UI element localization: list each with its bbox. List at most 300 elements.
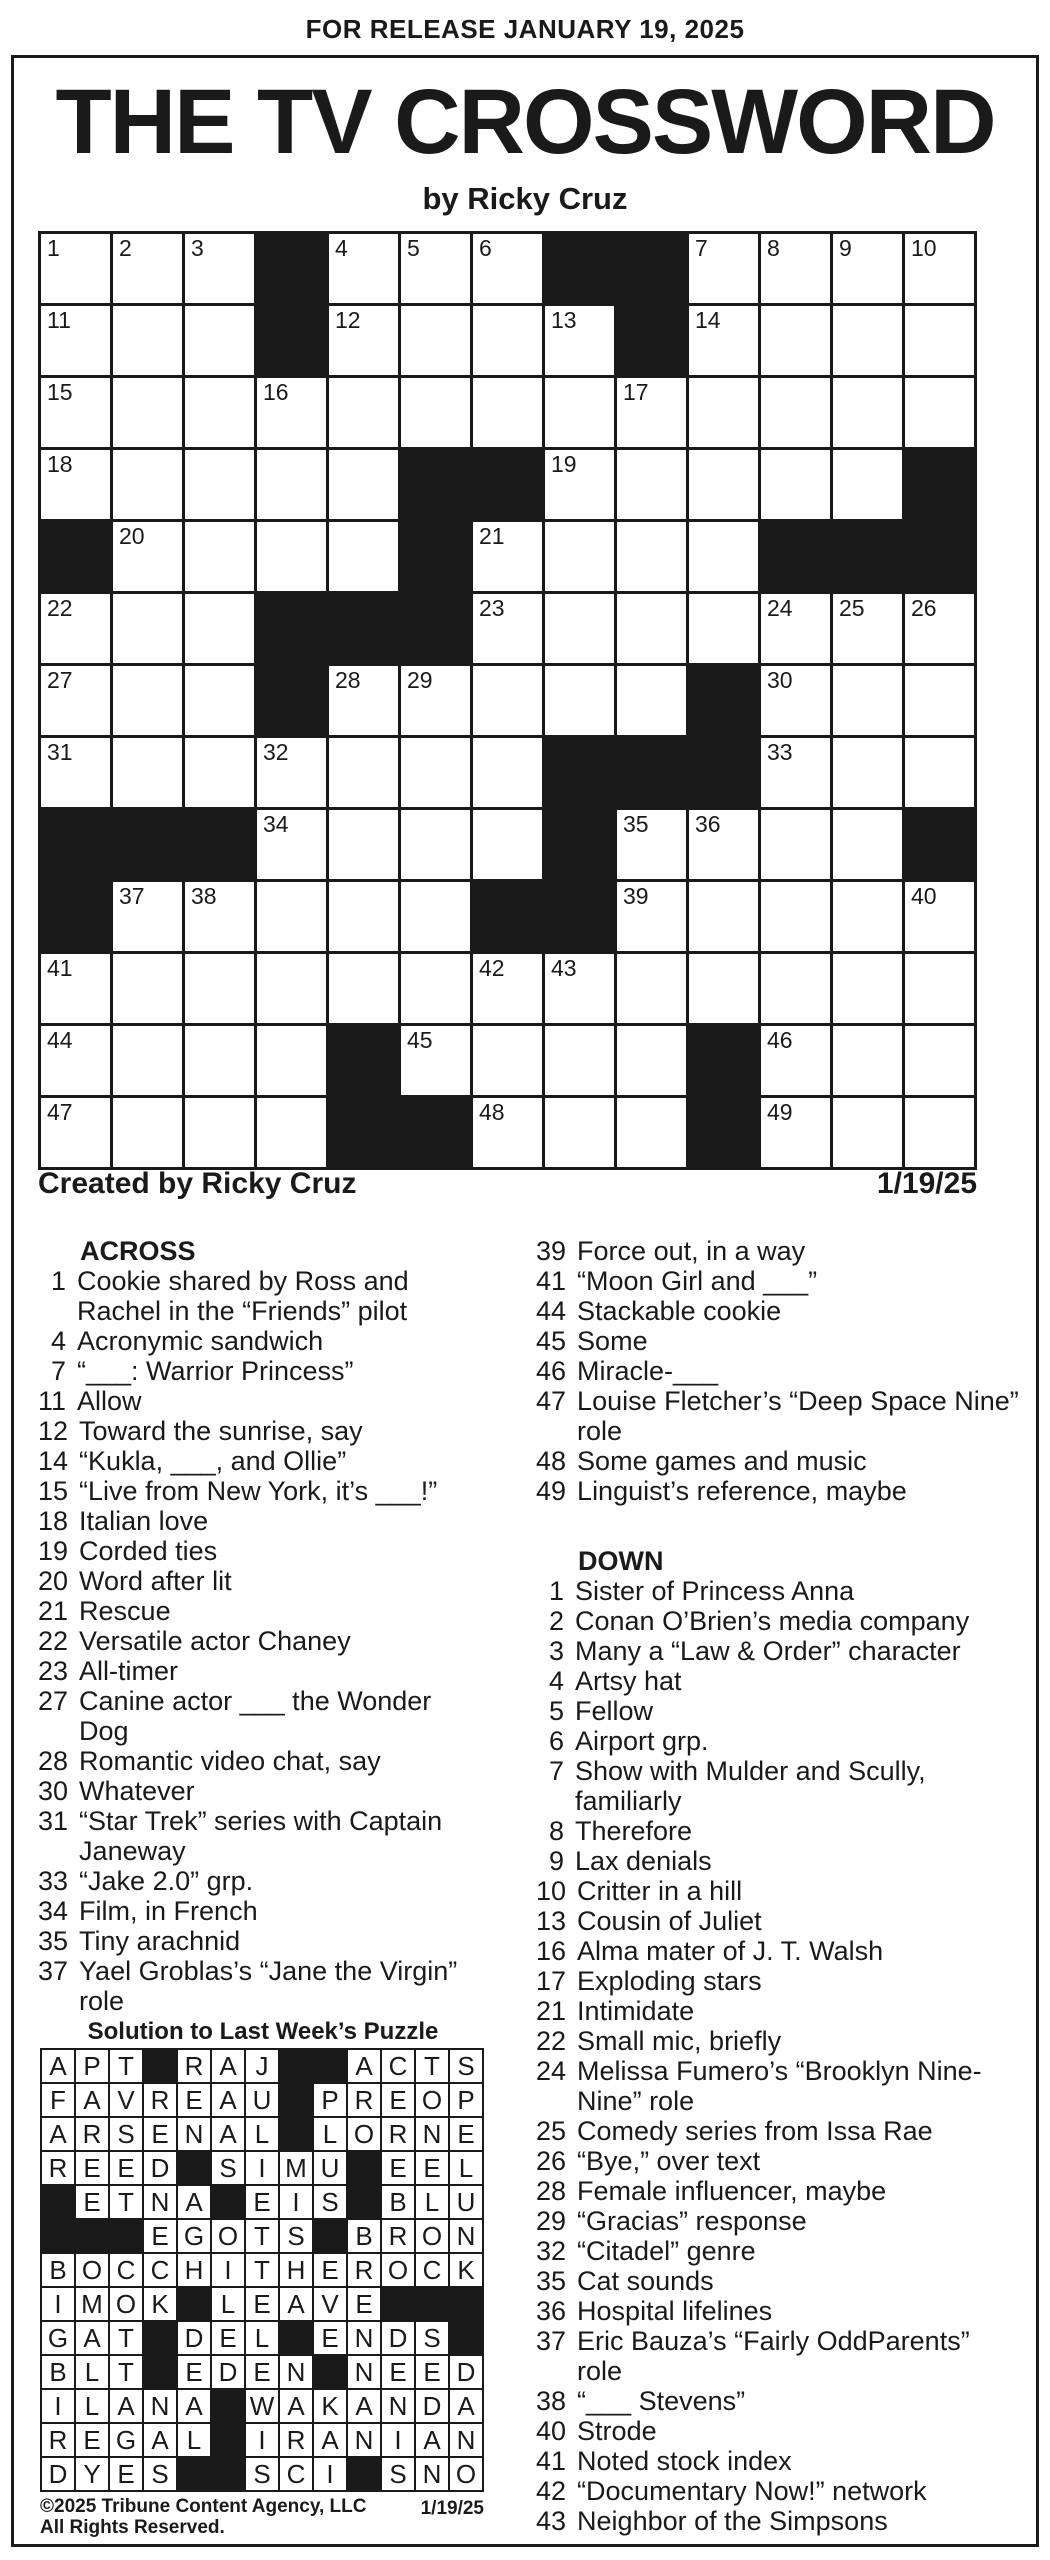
clue-text: “Jake 2.0” grp. [79,1866,254,1896]
clue-item [536,1476,1022,1506]
clue-text: Canine actor ___ the Wonder Dog [79,1686,432,1746]
solution-cell: A [348,2050,380,2082]
cell-number: 25 [839,595,865,621]
grid-cell[interactable] [41,594,110,663]
clue-item [536,2386,1022,2416]
solution-cell-black [314,2050,346,2082]
grid-cell[interactable] [185,1098,254,1167]
grid-cell[interactable] [41,738,110,807]
grid-cell-black [401,1098,470,1167]
solution-cell: E [382,2152,414,2184]
grid-cell-black [113,810,182,879]
grid-cell[interactable] [473,234,542,303]
clue-item [536,1906,1022,1936]
grid-cell[interactable] [689,594,758,663]
grid-cell[interactable] [833,1026,902,1095]
grid-cell[interactable] [905,378,974,447]
grid-cell[interactable] [689,306,758,375]
grid-cell-black [257,306,326,375]
clue-text: “Citadel” genre [577,2236,756,2266]
grid-cell[interactable] [113,1098,182,1167]
grid-cell[interactable] [905,1098,974,1167]
grid-cell-black [329,1098,398,1167]
grid-cell[interactable] [113,306,182,375]
grid-cell[interactable] [113,234,182,303]
grid-cell[interactable] [185,666,254,735]
clue-number: 10 [536,1876,567,1906]
grid-cell[interactable] [905,666,974,735]
clue-text: Some [577,1326,648,1356]
grid-cell[interactable] [257,1026,326,1095]
solution-cell: S [450,2050,482,2082]
grid-cell[interactable] [113,450,182,519]
grid-cell[interactable] [617,522,686,591]
solution-cell: J [246,2050,278,2082]
cell-number: 12 [335,307,361,333]
solution-cell: C [416,2254,448,2286]
solution-cell: T [110,2050,142,2082]
clue-number: 46 [536,1356,567,1386]
clue-item [536,2296,1022,2326]
grid-cell[interactable] [329,378,398,447]
grid-cell[interactable] [833,594,902,663]
clue-number: 3 [548,1636,564,1666]
grid-cell[interactable] [689,234,758,303]
grid-cell[interactable] [473,666,542,735]
grid-cell[interactable] [329,810,398,879]
clue-number: 37 [536,2326,567,2356]
solution-cell-black [212,2458,244,2490]
solution-cell-black [76,2220,108,2252]
clue-text: Noted stock index [577,2446,792,2476]
grid-cell-black [401,522,470,591]
grid-cell[interactable] [113,738,182,807]
grid-cell[interactable] [761,738,830,807]
solution-cell: S [212,2152,244,2184]
clue-text: Allow [77,1386,142,1416]
clue-item [536,1386,1022,1446]
clue-item [536,1326,1022,1356]
clue-text: Conan O’Brien’s media company [575,1606,970,1636]
grid-cell[interactable] [833,954,902,1023]
clue-text: Film, in French [79,1896,258,1926]
grid-cell-black [689,738,758,807]
grid-cell[interactable] [473,810,542,879]
clue-number: 42 [536,2476,567,2506]
grid-cell[interactable] [833,306,902,375]
grid-cell[interactable] [761,882,830,951]
grid-cell[interactable] [257,450,326,519]
grid-cell[interactable] [257,738,326,807]
cell-number: 21 [479,523,505,549]
grid-cell[interactable] [41,1098,110,1167]
clue-number: 8 [548,1816,564,1846]
clue-item [38,1866,483,1896]
clue-number: 26 [536,2146,567,2176]
clue-text: Versatile actor Chaney [79,1626,351,1656]
grid-cell[interactable] [41,1026,110,1095]
grid-cell[interactable] [401,810,470,879]
grid-cell[interactable] [329,738,398,807]
grid-cell[interactable] [185,1026,254,1095]
right-clues-column [536,1236,1022,2536]
solution-cell: R [42,2152,74,2184]
cell-number: 20 [119,523,145,549]
grid-cell[interactable] [473,522,542,591]
solution-cell: I [246,2424,278,2456]
solution-cell: R [178,2050,210,2082]
grid-cell[interactable] [257,954,326,1023]
grid-cell[interactable] [329,450,398,519]
grid-cell[interactable] [689,522,758,591]
cell-number: 33 [767,739,793,765]
grid-cell-black [473,882,542,951]
clue-number: 20 [38,1566,69,1596]
solution-cell: E [246,2186,278,2218]
solution-cell: S [382,2458,414,2490]
grid-cell[interactable] [113,522,182,591]
solution-cell: N [178,2118,210,2150]
cell-number: 35 [623,811,649,837]
grid-cell[interactable] [689,450,758,519]
solution-cell: T [416,2050,448,2082]
across-clue-list-continued [536,1236,1022,1506]
cell-number: 46 [767,1027,793,1053]
grid-cell[interactable] [545,1098,614,1167]
solution-cell: E [246,2288,278,2320]
grid-cell[interactable] [617,1098,686,1167]
clue-number: 7 [50,1356,66,1386]
solution-cell: I [246,2152,278,2184]
grid-cell-black [545,882,614,951]
clue-item [38,1776,483,1806]
grid-cell[interactable] [833,882,902,951]
clue-item [536,2416,1022,2446]
grid-cell[interactable] [185,234,254,303]
clue-item [38,1416,483,1446]
grid-cell[interactable] [401,306,470,375]
grid-cell[interactable] [545,522,614,591]
solution-cell: Y [76,2458,108,2490]
clue-item [536,2446,1022,2476]
grid-cell[interactable] [401,234,470,303]
grid-cell[interactable] [905,882,974,951]
grid-cell[interactable] [41,954,110,1023]
grid-cell[interactable] [761,666,830,735]
grid-cell[interactable] [257,810,326,879]
grid-cell[interactable] [617,882,686,951]
clue-text: Strode [577,2416,657,2446]
clue-text: Therefore [575,1816,693,1846]
solution-cell-black [212,2390,244,2422]
clue-item [536,1876,1022,1906]
solution-cell-black [178,2152,210,2184]
grid-caption [38,1167,977,1200]
clue-item [536,1696,1022,1726]
grid-cell[interactable] [689,882,758,951]
grid-cell[interactable] [329,954,398,1023]
grid-cell[interactable] [41,666,110,735]
grid-cell[interactable] [185,738,254,807]
clue-number: 38 [536,2386,567,2416]
cell-number: 3 [191,235,204,261]
solution-cell-black [280,2050,312,2082]
grid-cell-black [689,666,758,735]
clue-text: All-timer [79,1656,179,1686]
grid-cell[interactable] [329,666,398,735]
clue-item [536,2206,1022,2236]
grid-cell[interactable] [617,666,686,735]
clue-text: Italian love [79,1506,209,1536]
grid-cell[interactable] [473,378,542,447]
grid-cell[interactable] [833,1098,902,1167]
grid-cell[interactable] [761,378,830,447]
clue-number: 28 [38,1746,69,1776]
grid-cell[interactable] [185,954,254,1023]
grid-cell[interactable] [689,954,758,1023]
grid-cell[interactable] [761,954,830,1023]
grid-cell[interactable] [617,1026,686,1095]
created-by-text: Created by Ricky Cruz [38,1167,357,1200]
solution-cell: O [110,2288,142,2320]
solution-cell: K [314,2390,346,2422]
grid-cell[interactable] [257,522,326,591]
grid-cell[interactable] [329,234,398,303]
grid-cell[interactable] [41,234,110,303]
grid-cell[interactable] [473,954,542,1023]
solution-cell: L [178,2424,210,2456]
cell-number: 45 [407,1027,433,1053]
solution-cell-black [144,2322,176,2354]
grid-cell[interactable] [617,954,686,1023]
solution-cell: A [42,2118,74,2150]
grid-cell[interactable] [905,594,974,663]
grid-cell[interactable] [113,1026,182,1095]
solution-cell-black [314,2356,346,2388]
clue-item [536,2116,1022,2146]
solution-cell: A [280,2288,312,2320]
solution-cell-black [178,2288,210,2320]
grid-cell[interactable] [113,378,182,447]
grid-cell[interactable] [113,954,182,1023]
grid-cell[interactable] [401,738,470,807]
solution-cell: W [246,2390,278,2422]
grid-cell[interactable] [185,450,254,519]
grid-cell[interactable] [545,306,614,375]
grid-cell[interactable] [329,882,398,951]
clue-number: 47 [536,1386,567,1416]
solution-cell: R [348,2084,380,2116]
clue-item [38,1386,483,1416]
cell-number: 5 [407,235,420,261]
grid-cell[interactable] [185,522,254,591]
grid-cell[interactable] [257,1098,326,1167]
grid-cell[interactable] [617,450,686,519]
solution-cell: N [416,2458,448,2490]
solution-cell: N [382,2390,414,2422]
cell-number: 40 [911,883,937,909]
grid-cell[interactable] [545,666,614,735]
solution-cell: T [110,2322,142,2354]
clue-number: 18 [38,1506,69,1536]
grid-cell-black [617,738,686,807]
grid-cell[interactable] [113,666,182,735]
grid-cell[interactable] [329,306,398,375]
cell-number: 48 [479,1099,505,1125]
solution-cell: E [76,2424,108,2456]
grid-cell[interactable] [833,378,902,447]
grid-cell[interactable] [473,594,542,663]
cell-number: 41 [47,955,73,981]
clue-number: 5 [548,1696,564,1726]
clue-item [536,1966,1022,1996]
cell-number: 6 [479,235,492,261]
clue-text: Female influencer, maybe [577,2176,887,2206]
grid-cell[interactable] [833,666,902,735]
grid-cell[interactable] [761,594,830,663]
grid-cell[interactable] [905,738,974,807]
clue-item [536,1666,1022,1696]
solution-cell: A [42,2050,74,2082]
solution-cell: A [348,2390,380,2422]
grid-cell[interactable] [401,882,470,951]
cell-number: 1 [47,235,60,261]
grid-cell[interactable] [833,234,902,303]
cell-number: 36 [695,811,721,837]
grid-cell-black [329,594,398,663]
solution-cell: D [450,2356,482,2388]
grid-cell[interactable] [473,1026,542,1095]
grid-cell[interactable] [113,594,182,663]
grid-cell[interactable] [617,594,686,663]
grid-cell[interactable] [545,378,614,447]
grid-cell[interactable] [905,954,974,1023]
solution-cell-black [280,2322,312,2354]
solution-cell: N [450,2424,482,2456]
grid-cell[interactable] [833,810,902,879]
clue-number: 13 [536,1906,567,1936]
grid-cell[interactable] [41,450,110,519]
cell-number: 26 [911,595,937,621]
grid-cell[interactable] [401,378,470,447]
grid-cell[interactable] [761,810,830,879]
solution-cell-black [178,2458,210,2490]
solution-cell: O [76,2254,108,2286]
grid-cell[interactable] [689,378,758,447]
clue-item [38,1926,483,1956]
clue-number: 24 [536,2056,567,2086]
grid-cell[interactable] [905,234,974,303]
grid-cell[interactable] [761,450,830,519]
clue-item [38,1896,483,1926]
solution-cell: N [280,2356,312,2388]
clue-item [38,1686,483,1746]
grid-cell[interactable] [905,1026,974,1095]
solution-cell-black [348,2152,380,2184]
clue-number: 35 [536,2266,567,2296]
grid-cell[interactable] [473,306,542,375]
grid-cell[interactable] [833,738,902,807]
grid-cell[interactable] [761,306,830,375]
cell-number: 27 [47,667,73,693]
clue-item [536,1936,1022,1966]
grid-cell[interactable] [401,954,470,1023]
clue-number: 17 [536,1966,567,1996]
solution-cell-black [280,2118,312,2150]
grid-cell[interactable] [545,450,614,519]
grid-cell[interactable] [329,522,398,591]
solution-cell: D [178,2322,210,2354]
grid-cell-black [401,450,470,519]
grid-cell[interactable] [257,882,326,951]
grid-cell[interactable] [473,738,542,807]
solution-cell: E [382,2356,414,2388]
grid-cell[interactable] [545,954,614,1023]
clue-text: Word after lit [79,1566,232,1596]
grid-cell[interactable] [617,378,686,447]
clue-number: 41 [536,1266,567,1296]
grid-cell[interactable] [113,882,182,951]
grid-cell[interactable] [905,306,974,375]
grid-cell-black [257,594,326,663]
solution-cell: O [416,2084,448,2116]
grid-cell[interactable] [545,1026,614,1095]
grid-cell[interactable] [185,306,254,375]
grid-cell[interactable] [185,594,254,663]
clue-text: Stackable cookie [577,1296,782,1326]
grid-cell[interactable] [761,1026,830,1095]
grid-cell[interactable] [41,378,110,447]
grid-cell[interactable] [185,378,254,447]
solution-cell: T [110,2356,142,2388]
solution-cell: A [76,2322,108,2354]
cell-number: 14 [695,307,721,333]
clue-number: 32 [536,2236,567,2266]
grid-cell[interactable] [761,234,830,303]
grid-cell[interactable] [545,594,614,663]
grid-cell[interactable] [473,1098,542,1167]
clue-item [38,1656,483,1686]
byline: by Ricky Cruz [422,181,628,216]
grid-cell[interactable] [185,882,254,951]
solution-cell: F [42,2084,74,2116]
grid-cell[interactable] [617,810,686,879]
grid-cell[interactable] [689,810,758,879]
solution-cell: N [348,2424,380,2456]
grid-cell[interactable] [833,450,902,519]
cell-number: 47 [47,1099,73,1125]
clue-item [38,1596,483,1626]
solution-cell: R [76,2118,108,2150]
grid-cell[interactable] [257,378,326,447]
grid-cell-black [905,810,974,879]
clue-item [536,1846,1022,1876]
grid-cell[interactable] [401,666,470,735]
clue-item [536,2326,1022,2386]
grid-cell[interactable] [761,1098,830,1167]
solution-cell: O [416,2220,448,2252]
solution-cell-black [348,2458,380,2490]
solution-cell: A [212,2050,244,2082]
clue-number: 12 [38,1416,69,1446]
solution-cell: S [280,2220,312,2252]
grid-cell[interactable] [41,306,110,375]
solution-cell: I [280,2186,312,2218]
solution-cell: U [246,2084,278,2116]
solution-cell: K [450,2254,482,2286]
grid-cell[interactable] [401,1026,470,1095]
clue-text: Toward the sunrise, say [79,1416,363,1446]
